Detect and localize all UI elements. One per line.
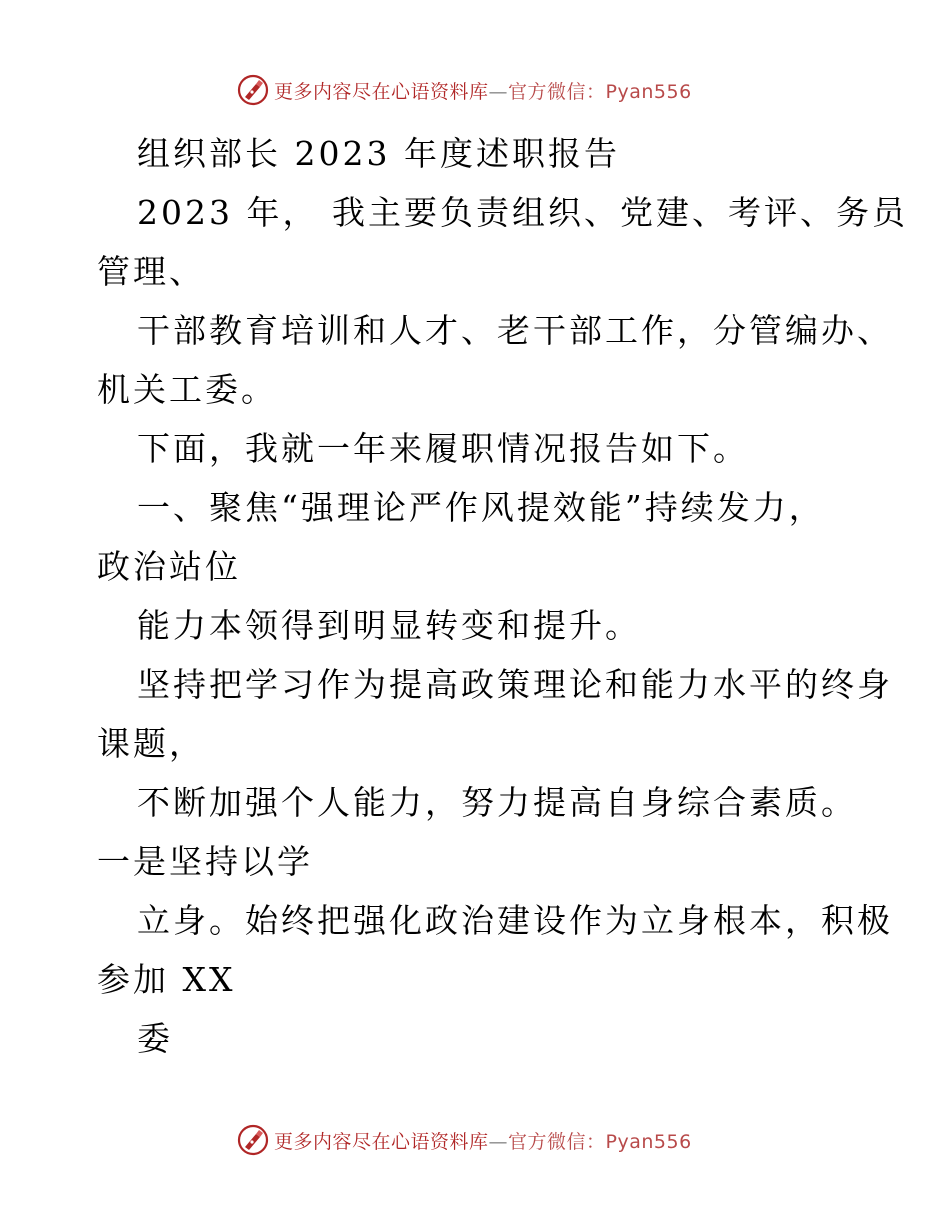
document-line: 课题， <box>97 724 205 763</box>
watermark-separator: — <box>488 1130 509 1153</box>
document-line: 参加 XX <box>97 960 236 999</box>
document-line: 能力本领得到明显转变和提升。 <box>137 606 641 645</box>
document-line: 机关工委。 <box>97 370 277 409</box>
document-line: 坚持把学习作为提高政策理论和能力水平的终身 <box>137 665 893 704</box>
watermark-separator: — <box>488 80 509 103</box>
document-body <box>97 124 908 1068</box>
document-line: 不断加强个人能力，努力提高自身综合素质。 <box>137 783 857 822</box>
document-line: 政治站位 <box>97 547 241 586</box>
document-line: 干部教育培训和人才、老干部工作，分管编办、 <box>137 311 893 350</box>
pen-nib-logo-icon <box>236 1123 270 1157</box>
document-line: 立身。始终把强化政治建设作为立身根本，积极 <box>137 901 893 940</box>
document-line: 组织部长 2023 年度述职报告 <box>137 134 620 173</box>
document-line: 一、聚焦“强理论严作风提效能”持续发力， <box>137 488 825 527</box>
watermark-main-text: 更多内容尽在心语资料库 <box>274 1130 489 1153</box>
document-line: 下面，我就一年来履职情况报告如下。 <box>137 429 749 468</box>
pen-nib-logo-icon <box>236 73 270 107</box>
document-line: 委 <box>137 1019 173 1058</box>
footer-watermark <box>236 1122 692 1158</box>
watermark-contact-text: 官方微信：Pyan556 <box>508 80 692 103</box>
document-line: 一是坚持以学 <box>97 842 313 881</box>
watermark-main-text: 更多内容尽在心语资料库 <box>274 80 489 103</box>
document-line: 2023 年， 我主要负责组织、党建、考评、务员 <box>137 193 908 232</box>
header-watermark <box>236 72 692 108</box>
watermark-contact-text: 官方微信：Pyan556 <box>508 1130 692 1153</box>
document-line: 管理、 <box>97 252 205 291</box>
